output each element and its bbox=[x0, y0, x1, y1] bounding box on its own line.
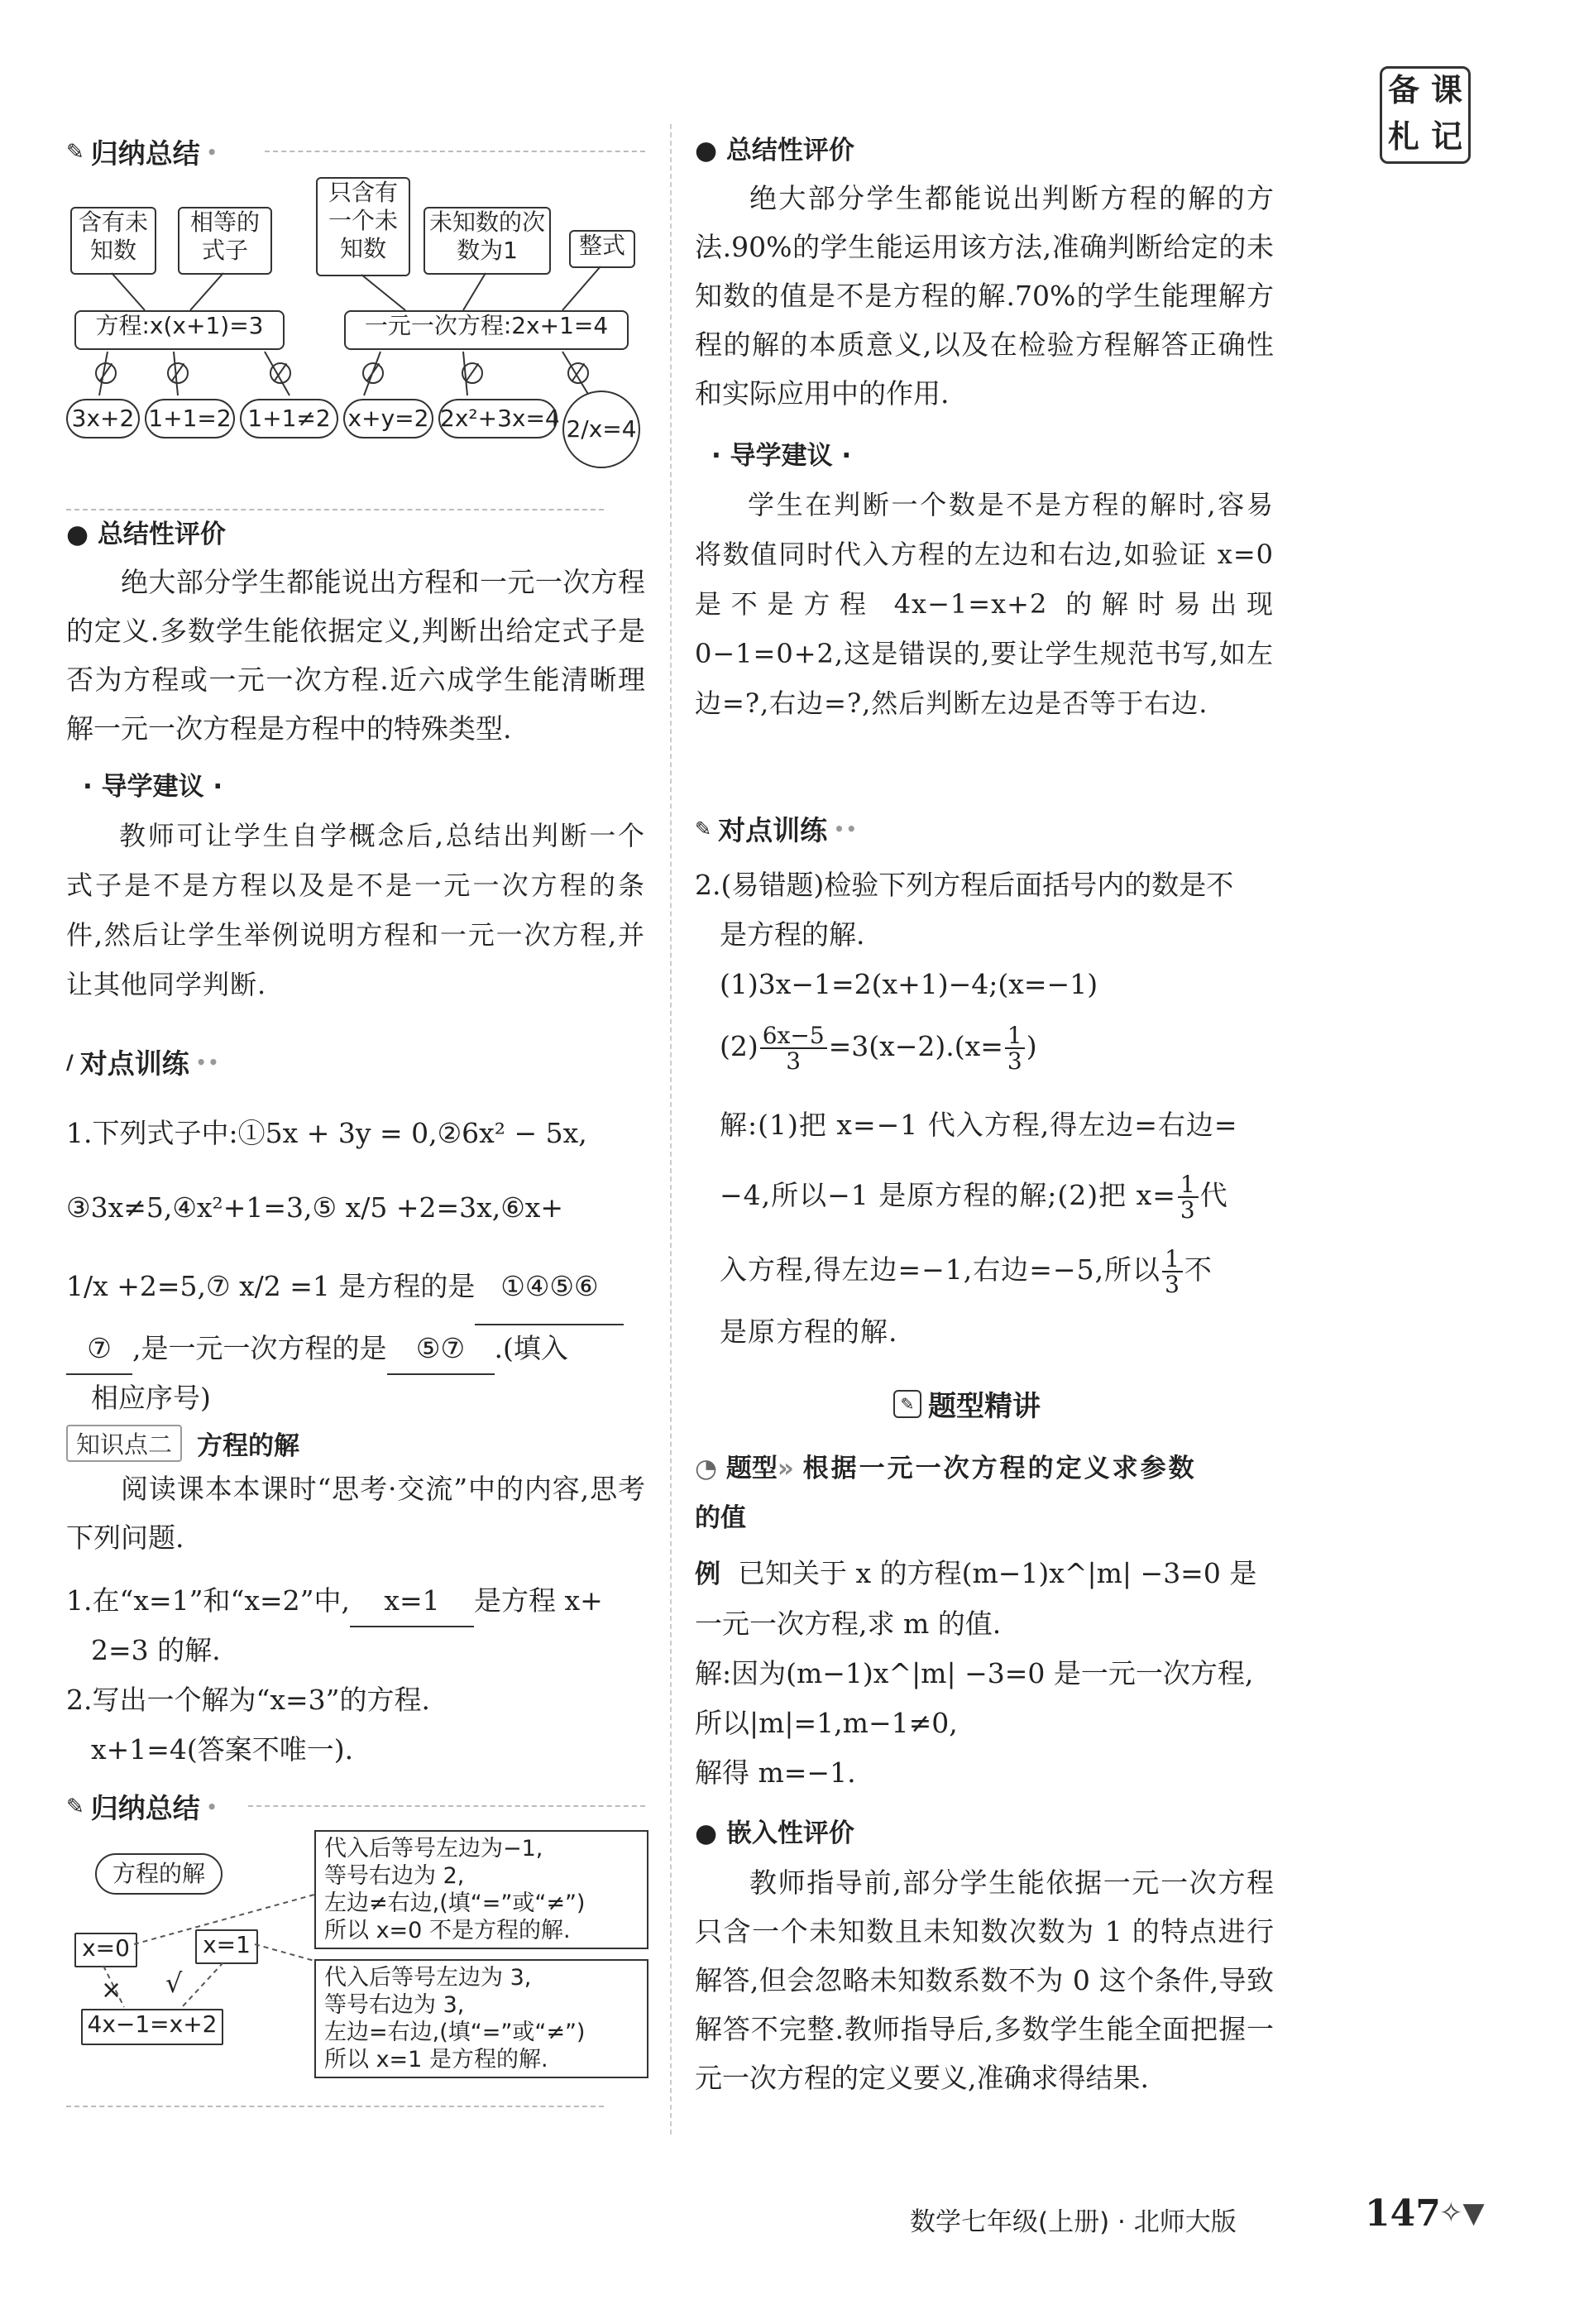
summary-title: 归纳总结 bbox=[90, 137, 200, 170]
dots-icon: • bbox=[206, 1796, 219, 1817]
example-oval: 2/x=4 bbox=[562, 391, 640, 468]
concept-box: 含有未知数 bbox=[70, 207, 156, 275]
q1-line: 1.下列式子中:①5x + 3y = 0,②6x² − 5x, bbox=[66, 1117, 587, 1149]
concept-diagram bbox=[66, 174, 645, 488]
not-equal-icon bbox=[362, 362, 384, 384]
example-oval: 1+1=2 bbox=[145, 399, 235, 438]
q1-line: ⑦ ,是一元一次方程的是 ⑤⑦ .(填入 bbox=[66, 1324, 645, 1373]
not-equal-icon bbox=[567, 362, 589, 384]
guide-text: 学生在判断一个数是不是方程的解时,容易将数值同时代入方程的左边和右边,如验证 x=0 是不是方程 4x−1=x+2 的解时易出现 0−1=0+2,这是错误的,要让学生规范书写,如左边=?,右边=?,然后判断左边是否等于右边. bbox=[695, 489, 1274, 719]
example-oval: 2x²+3x=4 bbox=[438, 399, 558, 438]
stamp-char: 备 bbox=[1387, 71, 1419, 108]
solution: 解:(1)把 x=−1 代入方程,得左边=右边= −4,所以−1 是原方程的解;(2)把 x= $\frac{1}{3}$ 代 入方程,得左边=−1,右边=−5,所以 $\frac{1}{3}$ 不 是原方程的解. bbox=[720, 1109, 1238, 1348]
pencil-icon: / bbox=[66, 1050, 74, 1074]
page-number: 147 bbox=[1365, 2192, 1441, 2235]
guide-text: 教师可让学生自学概念后,总结出判断一个式子是不是方程以及是不是一元一次方程的条件,然后让学生举例说明方程和一元一次方程,并让其他同学判断. bbox=[66, 820, 645, 1000]
knowledge-point-header bbox=[66, 1425, 299, 1462]
note-box-x0: 代入后等号左边为−1, 等号右边为 2, 左边≠右边,(填“=”或“≠”) 所以 x=0 不是方程的解. bbox=[314, 1830, 648, 1949]
column-divider bbox=[670, 124, 672, 2135]
example: 例 已知关于 x 的方程(m−1)x^|m| −3=0 是 一元一次方程,求 m 的值. 解:因为(m−1)x^|m| −3=0 是一元一次方程, 所以|m|=1,m−1≠0, 解得 m=−1. bbox=[695, 1557, 1257, 1789]
definition-box: 一元一次方程:2x+1=4 bbox=[344, 310, 629, 350]
dash-rule bbox=[265, 151, 645, 152]
stamp-char: 记 bbox=[1430, 117, 1462, 155]
eval-header: ● 总结性评价 bbox=[695, 136, 854, 165]
eval-text: 教师指导前,部分学生能依据一元一次方程只含一个未知数且未知数次数为 1 的特点进行解答,但会忽略未知数系数不为 0 这个条件,导致解答不完整.教师指导后,多数学生能全面把握一元一次方程的定义要义,准确求得结果. bbox=[695, 1866, 1274, 2094]
dots-icon: •• bbox=[834, 818, 859, 839]
pencil-icon: ✎ bbox=[66, 139, 84, 165]
dash-rule bbox=[248, 1805, 645, 1807]
q2-line: (1)3x−1=2(x+1)−4;(x=−1) bbox=[720, 968, 1098, 1000]
guide-header: · 导学建议 · bbox=[711, 441, 852, 471]
chevron-icon: » bbox=[777, 1454, 803, 1483]
stamp-char: 课 bbox=[1430, 71, 1462, 108]
equation-box: 4x−1=x+2 bbox=[81, 2009, 223, 2045]
check-icon: √ bbox=[165, 1967, 183, 1999]
not-equal-icon bbox=[95, 362, 117, 384]
note-box-x1: 代入后等号左边为 3, 等号右边为 3, 左边=右边,(填“=”或“≠”) 所以 x=1 是方程的解. bbox=[314, 1959, 648, 2078]
question-1 bbox=[66, 1100, 645, 1423]
leaf-icon: ◔ bbox=[695, 1454, 726, 1483]
example-oval: 3x+2 bbox=[66, 399, 140, 438]
knowledge-intro: 阅读课本本课时“思考·交流”中的内容,思考下列问题. bbox=[66, 1473, 645, 1554]
footer-book: 数学七年级(上册) · 北师大版 bbox=[910, 2207, 1237, 2237]
knowledge-label: 知识点二 bbox=[66, 1425, 182, 1462]
pencil-icon: ✎ bbox=[695, 817, 712, 841]
dash-rule bbox=[66, 2106, 604, 2107]
definition-box: 方程:x(x+1)=3 bbox=[74, 310, 285, 350]
eval-header: ● 嵌入性评价 bbox=[695, 1818, 854, 1848]
knowledge-q1: 1.在“x=1”和“x=2”中, x=1 是方程 x+ bbox=[66, 1576, 645, 1627]
value-box: x=0 bbox=[74, 1933, 137, 1967]
summary-header: ✎ 归纳总结 • bbox=[66, 1792, 219, 1824]
concept-box: 未知数的次数为1 bbox=[424, 207, 551, 275]
summary-header bbox=[66, 132, 219, 171]
answer-blank: ⑤⑦ bbox=[387, 1324, 495, 1375]
type-heading: ◔ 题型» 根据一元一次方程的定义求参数 的值 bbox=[695, 1454, 1197, 1533]
question-2 bbox=[695, 860, 1274, 1084]
example-oval: 1+1≠2 bbox=[240, 399, 338, 438]
section-header: ✎ 题型精讲 bbox=[893, 1383, 1041, 1424]
answer-blank: x=1 bbox=[350, 1576, 474, 1627]
not-equal-icon bbox=[270, 362, 291, 384]
book-icon: ✎ bbox=[893, 1390, 921, 1418]
answer-blank: ①④⑤⑥ bbox=[475, 1249, 624, 1325]
concept-box: 相等的式子 bbox=[178, 207, 272, 275]
q2-line: 2.(易错题)检验下列方程后面括号内的数是不 bbox=[695, 869, 1234, 901]
solution-oval: 方程的解 bbox=[95, 1853, 223, 1895]
eval-text: 绝大部分学生都能说出方程和一元一次方程的定义.多数学生能依据定义,判断出给定式子是否为方程或一元一次方程.近六成学生能清晰理解一元一次方程是方程中的特殊类型. bbox=[66, 566, 645, 745]
knowledge-q2: 2.写出一个解为“x=3”的方程. bbox=[66, 1684, 430, 1716]
knowledge-title: 方程的解 bbox=[197, 1431, 300, 1461]
corner-stamp bbox=[1380, 66, 1471, 164]
example-oval: x+y=2 bbox=[343, 399, 433, 438]
practice-header: ✎ 对点训练 •• bbox=[695, 814, 859, 846]
value-box: x=1 bbox=[195, 1929, 258, 1964]
eval-header: ● 总结性评价 bbox=[66, 520, 226, 549]
guide-header: · 导学建议 · bbox=[83, 772, 223, 802]
stamp-char: 札 bbox=[1387, 117, 1419, 155]
cross-icon: × bbox=[101, 1976, 122, 2005]
practice-header: / 对点训练 •• bbox=[66, 1047, 221, 1080]
concept-box: 只含有一个未知数 bbox=[316, 177, 410, 276]
deco-arrow-icon: ✧▼ bbox=[1439, 2197, 1485, 2230]
not-equal-icon bbox=[462, 362, 483, 384]
eval-text: 绝大部分学生都能说出判断方程的解的方法.90%的学生能运用该方法,准确判断给定的未知数的值是不是方程的解.70%的学生能理解方程的解的本质意义,以及在检验方程解答正确性和实际应用中的作用. bbox=[695, 182, 1274, 410]
q2-line: (2) $\frac{6x-5}{3}$ =3(x−2).(x= $\frac{1}{3}$ ) bbox=[720, 1021, 1037, 1075]
knowledge-q1-cont: 2=3 的解. bbox=[91, 1634, 221, 1666]
q2-line: 是方程的解. bbox=[720, 918, 865, 951]
dots-icon: •• bbox=[195, 1052, 221, 1072]
q1-line: ③3x≠5,④x²+1=3,⑤ x/5 +2=3x,⑥x+ bbox=[66, 1191, 564, 1224]
not-equal-icon bbox=[167, 362, 189, 384]
q1-line: 1/x +2=5,⑦ x/2 =1 是方程的是 ①④⑤⑥ bbox=[66, 1249, 645, 1324]
concept-box: 整式 bbox=[569, 230, 635, 268]
dash-rule bbox=[66, 509, 604, 510]
dots-icon: • bbox=[206, 141, 219, 162]
pencil-icon: ✎ bbox=[66, 1794, 84, 1819]
answer-blank: ⑦ bbox=[66, 1324, 132, 1375]
q1-line: 相应序号) bbox=[91, 1382, 211, 1414]
solution-diagram bbox=[66, 1812, 645, 2093]
knowledge-q2-answer: x+1=4(答案不唯一). bbox=[91, 1733, 354, 1766]
